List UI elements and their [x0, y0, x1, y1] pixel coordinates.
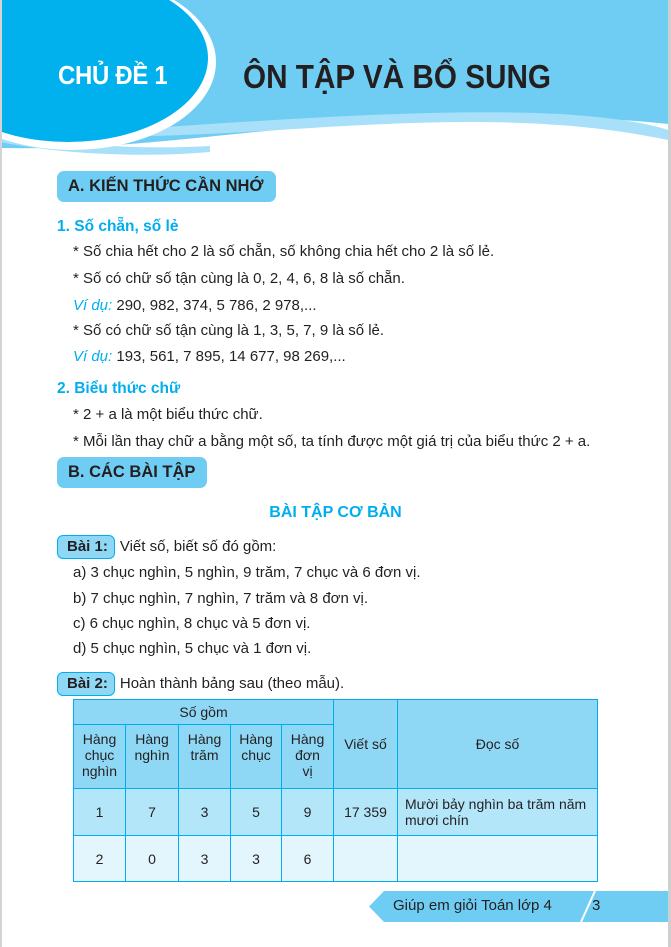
table-header-thousands: Hàng nghìn: [126, 725, 179, 789]
table-cell: 3: [179, 789, 231, 836]
table-cell-read: Mười bảy nghìn ba trăm năm mươi chín: [398, 789, 598, 836]
exercise-2-prompt: Hoàn thành bảng sau (theo mẫu).: [119, 675, 345, 692]
table-header-write: Viết số: [334, 700, 398, 789]
example-values: 290, 982, 374, 5 786, 2 978,...: [112, 297, 317, 314]
chapter-title: ÔN TẬP VÀ BỔ SUNG: [243, 58, 552, 95]
exercise-1: [57, 535, 276, 559]
table-cell: 5: [231, 789, 282, 836]
section-a-heading: A. KIẾN THỨC CẦN NHỚ: [57, 171, 276, 202]
table-cell: 0: [126, 836, 179, 882]
page-number: 3: [592, 897, 601, 914]
table-cell: 3: [231, 836, 282, 882]
exercise-1-prompt: Viết số, biết số đó gồm:: [119, 538, 277, 555]
table-header-units: Hàng đơn vị: [282, 725, 334, 789]
exercise-2: [57, 672, 344, 696]
exercise-2-badge: Bài 2:: [57, 672, 115, 696]
knowledge-line: * Mỗi lần thay chữ a bằng một số, ta tính được một giá trị của biểu thức 2 + a.: [73, 433, 591, 450]
table-cell-write-empty[interactable]: [334, 836, 398, 882]
exercise-item: c) 6 chục nghìn, 8 chục và 5 đơn vị.: [73, 615, 311, 632]
table-cell: 2: [74, 836, 126, 882]
table-cell: 3: [179, 836, 231, 882]
knowledge-line: * Số chia hết cho 2 là số chẵn, số không chia hết cho 2 là số lẻ.: [73, 243, 495, 260]
part1-heading: 1. Số chẵn, số lẻ: [57, 218, 179, 235]
example-label: Ví dụ:: [73, 297, 113, 314]
chapter-label: CHỦ ĐỀ 1: [58, 60, 168, 90]
table-row: [74, 789, 598, 836]
table-cell: 7: [126, 789, 179, 836]
exercise-item: a) 3 chục nghìn, 5 nghìn, 9 trăm, 7 chục và 6 đơn vị.: [73, 564, 421, 581]
example-line: [73, 297, 317, 314]
exercise-item: b) 7 chục nghìn, 7 nghìn, 7 trăm và 8 đơn vị.: [73, 590, 369, 607]
table-cell: 6: [282, 836, 334, 882]
table-header-read: Đọc số: [398, 700, 598, 789]
table-header-tens: Hàng chục: [231, 725, 282, 789]
place-value-table: [73, 699, 598, 882]
table-header-hundreds: Hàng trăm: [179, 725, 231, 789]
example-label: Ví dụ:: [73, 348, 113, 365]
basic-exercises-heading: BÀI TẬP CƠ BẢN: [269, 504, 402, 521]
knowledge-line: * 2 + a là một biểu thức chữ.: [73, 406, 263, 423]
table-row: [74, 836, 598, 882]
knowledge-line: * Số có chữ số tận cùng là 0, 2, 4, 6, 8 là số chẵn.: [73, 270, 405, 287]
exercise-1-badge: Bài 1:: [57, 535, 115, 559]
table-header-ten-thousands: Hàng chục nghìn: [74, 725, 126, 789]
footer-book-title: Giúp em giỏi Toán lớp 4: [393, 897, 552, 914]
table-group-header: Số gồm: [74, 700, 334, 725]
page-edge-left-overlay: [0, 0, 2, 947]
section-b-heading: B. CÁC BÀI TẬP: [57, 457, 207, 488]
part2-heading: 2. Biểu thức chữ: [57, 380, 181, 397]
table-cell-write: 17 359: [334, 789, 398, 836]
knowledge-line: * Số có chữ số tận cùng là 1, 3, 5, 7, 9 là số lẻ.: [73, 322, 385, 339]
table-cell: 1: [74, 789, 126, 836]
table-cell-read-empty[interactable]: [398, 836, 598, 882]
table-cell: 9: [282, 789, 334, 836]
example-line: [73, 348, 346, 365]
example-values: 193, 561, 7 895, 14 677, 98 269,...: [112, 348, 346, 365]
exercise-item: d) 5 chục nghìn, 5 chục và 1 đơn vị.: [73, 640, 312, 657]
